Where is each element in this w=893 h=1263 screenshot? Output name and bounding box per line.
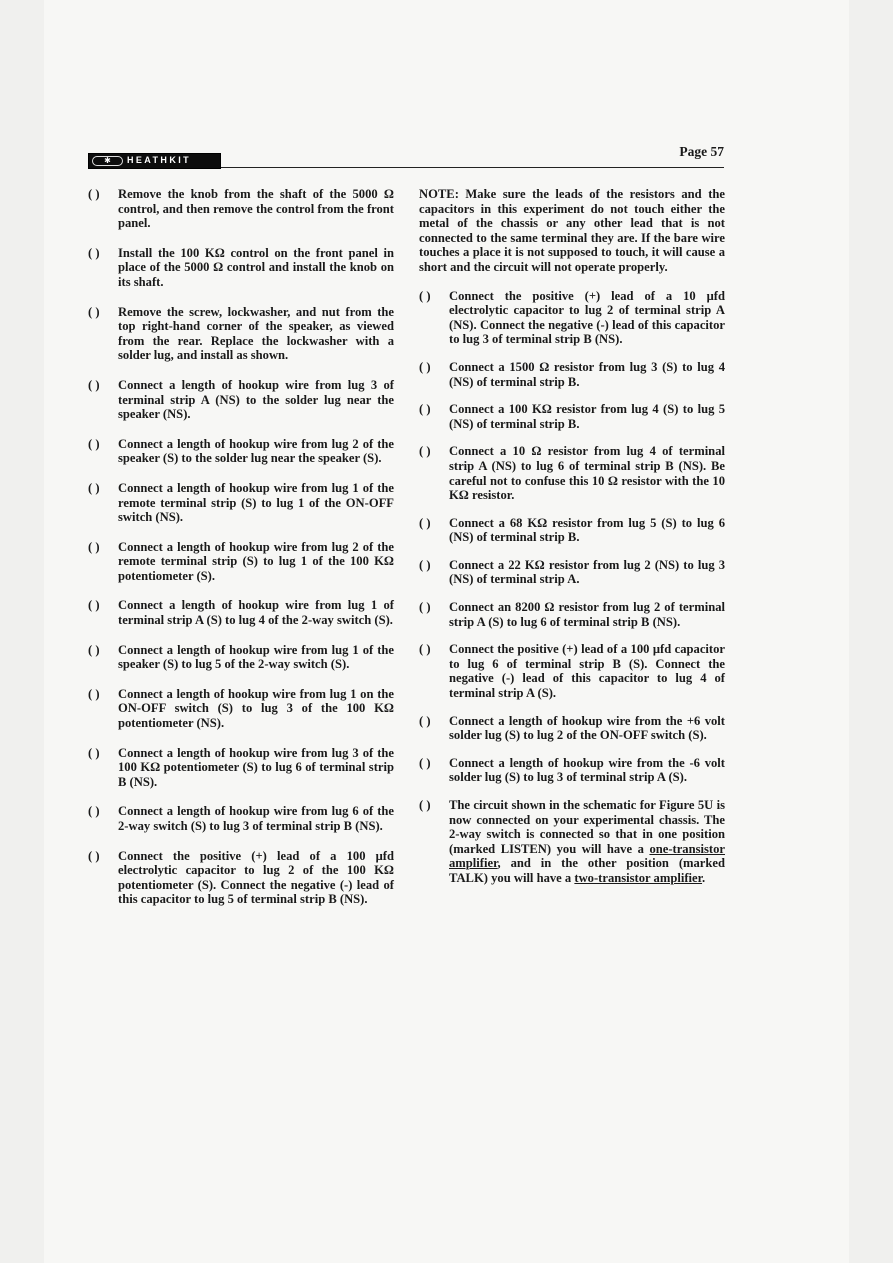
step-text: Connect a 100 KΩ resistor from lug 4 (S) to lug 5 (NS) of terminal strip B. <box>449 402 725 431</box>
step-text: Connect the positive (+) lead of a 10 μfd electrolytic capacitor to lug 2 of terminal strip A (NS). Connect the negative (-) lead of this capacitor to lug 3 of terminal strip B (NS). <box>449 288 725 347</box>
two-transistor-amplifier-term: two-transistor amplifier <box>574 870 703 885</box>
step-text: Remove the knob from the shaft of the 5000 Ω control, and then remove the control from the front panel. <box>118 187 394 231</box>
step-checkbox[interactable]: ( ) <box>88 686 100 701</box>
step-text: Remove the screw, lockwasher, and nut from the top right-hand corner of the speaker, as viewed from the rear. Replace the lockwasher with a solder lug, and install as shown. <box>118 304 394 363</box>
step-text: Connect a length of hookup wire from the -6 volt solder lug (S) to lug 3 of terminal strip A (S). <box>449 755 725 785</box>
final-step-text-1: The circuit shown in the schematic for Figure 5U is now connected on your experimental chassis. The 2-way switch is connected so that in one position (marked LISTEN) you will have a <box>449 798 725 856</box>
step-item <box>88 305 394 363</box>
step-checkbox[interactable]: ( ) <box>419 557 431 572</box>
step-item <box>419 642 725 700</box>
step-text: Connect a length of hookup wire from lug 1 of the remote terminal strip (S) to lug 1 of the ON-OFF switch (NS). <box>118 480 394 525</box>
step-text: Connect a length of hookup wire from lug 1 of the speaker (S) to lug 5 of the 2-way switch (S). <box>118 642 394 672</box>
step-checkbox[interactable]: ( ) <box>419 798 431 812</box>
step-item <box>88 598 394 627</box>
step-checkbox[interactable]: ( ) <box>88 804 100 819</box>
step-text: Connect a length of hookup wire from lug 1 on the ON-OFF switch (S) to lug 3 of the 100 KΩ potentiometer (NS). <box>118 686 394 731</box>
step-item <box>419 714 725 743</box>
step-text: Connect a length of hookup wire from lug 2 of the remote terminal strip (S) to lug 1 of the 100 KΩ potentiometer (S). <box>118 539 394 583</box>
step-text: Connect a length of hookup wire from lug 2 of the speaker (S) to the solder lug near the speaker (S). <box>118 436 394 466</box>
step-checkbox[interactable]: ( ) <box>88 745 100 760</box>
one-transistor-amplifier-term: one-transistor amplifier <box>449 841 725 871</box>
step-item <box>88 246 394 290</box>
step-text: Connect a 68 KΩ resistor from lug 5 (S) to lug 6 (NS) of terminal strip B. <box>449 515 725 545</box>
step-text: Connect the positive (+) lead of a 100 μfd electrolytic capacitor to lug 2 of the 100 KΩ potentiometer (S). Connect the negative (-) lead of this capacitor to lug 5 of terminal strip B (NS). <box>118 848 394 907</box>
step-text: Connect a length of hookup wire from lug 6 of the 2-way switch (S) to lug 3 of terminal strip B (NS). <box>118 804 394 833</box>
step-text: Connect a length of hookup wire from lug 1 of terminal strip A (S) to lug 4 of the 2-way switch (S). <box>118 598 394 628</box>
left-column <box>88 187 394 922</box>
step-item <box>88 378 394 422</box>
step-item <box>419 402 725 431</box>
step-item <box>419 558 725 587</box>
logo-text: HEATHKIT <box>127 155 192 165</box>
step-item <box>88 687 394 731</box>
step-checkbox[interactable]: ( ) <box>419 713 431 728</box>
step-checkbox[interactable]: ( ) <box>419 402 431 417</box>
note-paragraph: NOTE: Make sure the leads of the resistors and the capacitors in this experiment do not touch either the metal of the chassis or any other lead that is not connected to the same terminal they are. If the bare wire touches a place it is not supposed to touch, it will cause a short and the circuit will not operate properly. <box>419 187 725 274</box>
step-text: Install the 100 KΩ control on the front panel in place of the 5000 Ω control and install the knob on its shaft. <box>118 245 394 289</box>
step-checkbox[interactable]: ( ) <box>419 444 431 459</box>
scan-margin-right <box>849 0 893 1263</box>
step-text: Connect an 8200 Ω resistor from lug 2 of terminal strip A (S) to lug 6 of terminal strip B (NS). <box>449 600 725 629</box>
step-item <box>88 804 394 833</box>
step-checkbox[interactable]: ( ) <box>419 642 431 657</box>
step-checkbox[interactable]: ( ) <box>419 288 431 303</box>
step-item <box>88 746 394 790</box>
step-checkbox[interactable]: ( ) <box>419 755 431 770</box>
step-checkbox[interactable]: ( ) <box>419 359 431 374</box>
scan-margin-left <box>0 0 44 1263</box>
heathkit-logo <box>88 153 221 169</box>
step-checkbox[interactable]: ( ) <box>88 480 100 495</box>
page-header <box>88 140 724 172</box>
page-number: Page 57 <box>679 144 724 159</box>
step-text: Connect a length of hookup wire from the +6 volt solder lug (S) to lug 2 of the ON-OFF switch (S). <box>449 713 725 743</box>
step-text: Connect a 10 Ω resistor from lug 4 of terminal strip A (NS) to lug 6 of terminal strip B (NS). Be careful not to confuse this 10 Ω resistor with the 10 KΩ resistor. <box>449 444 725 503</box>
final-step-item <box>419 798 725 886</box>
step-text: Connect a 1500 Ω resistor from lug 3 (S) to lug 4 (NS) of terminal strip B. <box>449 359 725 389</box>
step-checkbox[interactable]: ( ) <box>419 600 431 615</box>
right-column <box>419 187 725 899</box>
step-item <box>88 481 394 525</box>
step-checkbox[interactable]: ( ) <box>88 539 100 554</box>
step-item <box>419 516 725 545</box>
step-item <box>419 289 725 347</box>
final-step-text-2: , and in the other position (marked TALK) you will have a <box>449 856 725 885</box>
step-checkbox[interactable]: ( ) <box>88 377 100 392</box>
step-text: Connect the positive (+) lead of a 100 μfd capacitor to lug 6 of terminal strip B (S). Connect the negative (-) lead of this capacitor to lug 4 of terminal strip A (S). <box>449 642 725 701</box>
final-step-text-3: . <box>702 870 706 885</box>
step-checkbox[interactable]: ( ) <box>88 436 100 451</box>
step-checkbox[interactable]: ( ) <box>88 304 100 319</box>
step-checkbox[interactable]: ( ) <box>88 187 100 201</box>
step-item <box>88 187 394 231</box>
step-checkbox[interactable]: ( ) <box>419 515 431 530</box>
step-item <box>88 849 394 907</box>
logo-emblem-icon: ✱ <box>92 156 123 166</box>
step-item <box>419 756 725 785</box>
step-item <box>419 360 725 389</box>
step-checkbox[interactable]: ( ) <box>88 642 100 657</box>
step-item <box>88 643 394 672</box>
step-item <box>419 600 725 629</box>
step-item <box>88 540 394 584</box>
step-item <box>88 437 394 466</box>
header-rule <box>221 167 724 168</box>
step-checkbox[interactable]: ( ) <box>88 848 100 863</box>
step-checkbox[interactable]: ( ) <box>88 598 100 613</box>
step-text: Connect a 22 KΩ resistor from lug 2 (NS) to lug 3 (NS) of terminal strip A. <box>449 557 725 587</box>
step-text: Connect a length of hookup wire from lug 3 of terminal strip A (NS) to the solder lug near the speaker (NS). <box>118 377 394 422</box>
step-item <box>419 444 725 502</box>
step-checkbox[interactable]: ( ) <box>88 245 100 260</box>
step-text: Connect a length of hookup wire from lug 3 of the 100 KΩ potentiometer (S) to lug 6 of terminal strip B (NS). <box>118 745 394 789</box>
